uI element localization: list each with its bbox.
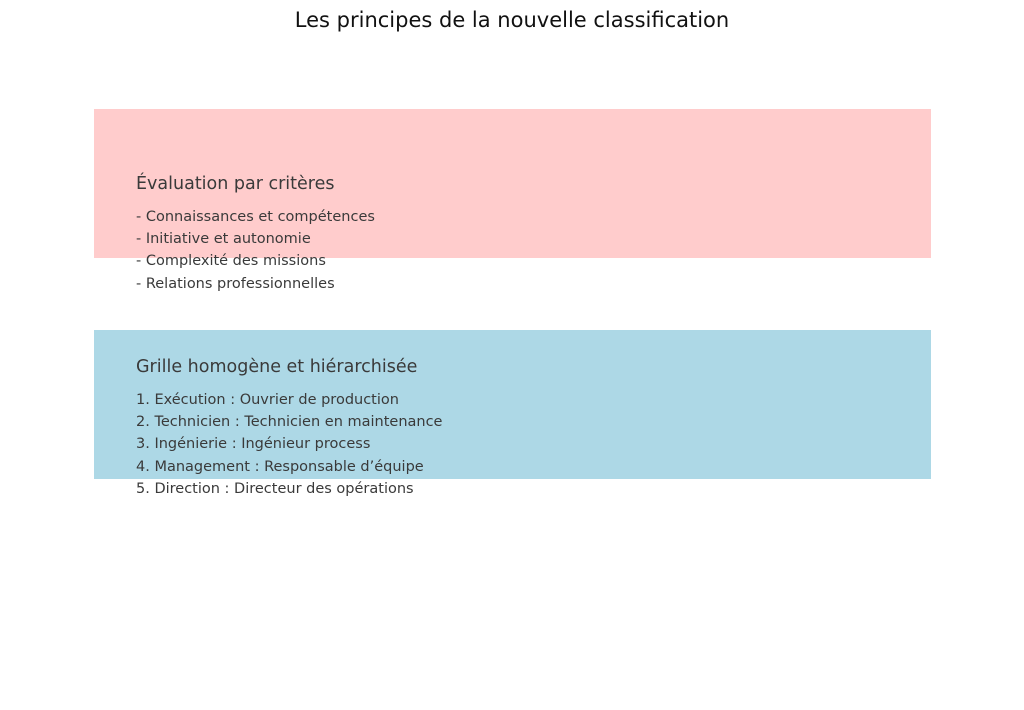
grid-heading: Grille homogène et hiérarchisée — [136, 357, 418, 377]
criteria-item: - Complexité des missions — [136, 253, 326, 270]
grid-level-item: 1. Exécution : Ouvrier de production — [136, 392, 399, 408]
grid-level-item: 4. Management : Responsable d’équipe — [136, 458, 424, 475]
grid-level-item: 5. Direction : Directeur des opérations — [136, 480, 414, 497]
grid-level-item: 3. Ingénierie : Ingénieur process — [136, 436, 371, 453]
page-title: Les principes de la nouvelle classification — [294, 8, 730, 32]
criteria-section — [136, 172, 375, 295]
grid-level-item: 2. Technicien : Technicien en maintenance — [136, 414, 443, 431]
criteria-item: - Initiative et autonomie — [136, 231, 311, 248]
grid-section — [136, 355, 442, 500]
criteria-list — [136, 206, 375, 295]
grid-list — [136, 389, 442, 500]
criteria-item: - Connaissances et compétences — [136, 209, 375, 225]
criteria-heading: Évaluation par critères — [136, 174, 335, 194]
criteria-item: - Relations professionnelles — [136, 275, 335, 292]
